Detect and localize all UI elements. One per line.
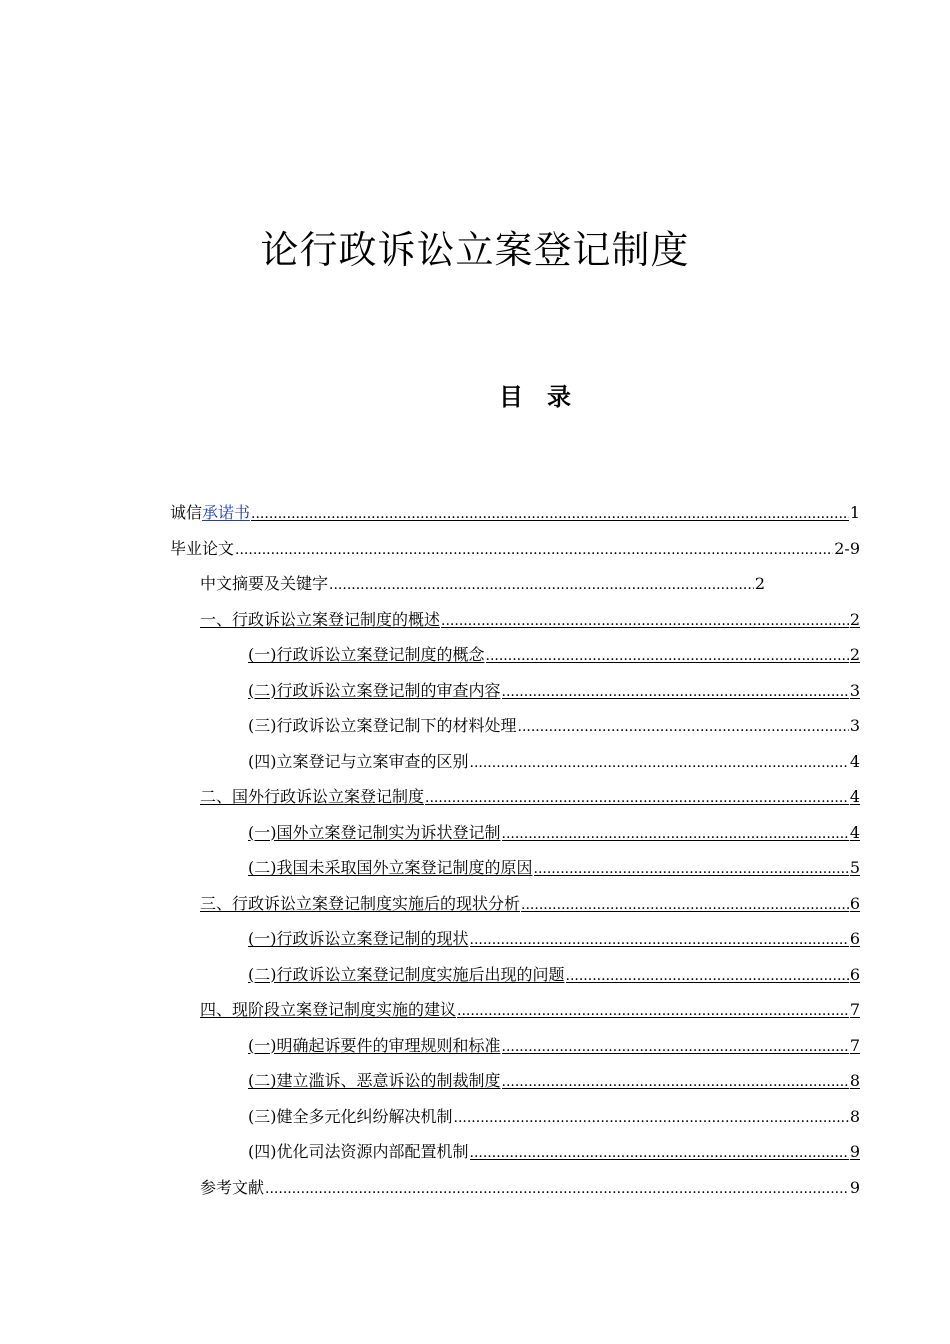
toc-page-number: 4 bbox=[849, 787, 860, 806]
toc-leader bbox=[502, 675, 849, 708]
toc-entry-label: 一、行政诉讼立案登记制度的概述 bbox=[200, 609, 441, 629]
toc-entry-section-4[interactable] bbox=[200, 993, 860, 1027]
toc-leader bbox=[502, 817, 849, 850]
toc-heading-char-2: 录 bbox=[547, 383, 571, 411]
toc-entry-section-1-1[interactable] bbox=[248, 638, 860, 672]
toc-page-number: 2 bbox=[754, 574, 765, 593]
toc-leader bbox=[534, 852, 849, 885]
toc-page-number: 5 bbox=[849, 858, 860, 877]
toc-leader bbox=[457, 994, 849, 1027]
toc-page-number: 9 bbox=[849, 1142, 860, 1161]
toc-page-number: 2 bbox=[849, 645, 860, 664]
toc-page-number: 2 bbox=[849, 609, 860, 629]
toc-entry-abstract[interactable] bbox=[200, 567, 765, 601]
toc-entry-label: (四)立案登记与立案审查的区别 bbox=[248, 751, 469, 771]
toc-entry-label: 三、行政诉讼立案登记制度实施后的现状分析 bbox=[200, 893, 521, 913]
toc-heading bbox=[0, 380, 950, 414]
toc-entry-label: (三)健全多元化纠纷解决机制 bbox=[248, 1106, 453, 1126]
toc-entry-label: (二)我国未采取国外立案登记制度的原因 bbox=[248, 858, 533, 877]
toc-leader bbox=[251, 497, 849, 530]
toc-leader bbox=[502, 1030, 849, 1063]
toc-page-number: 6 bbox=[849, 929, 860, 948]
toc-heading-char-1: 目 bbox=[499, 383, 523, 411]
toc-leader bbox=[502, 1065, 849, 1098]
toc-entry-section-4-3[interactable] bbox=[248, 1100, 860, 1134]
toc-leader bbox=[470, 923, 849, 956]
toc-leader bbox=[566, 959, 849, 992]
toc-entry-label: 诚信承诺书 bbox=[170, 503, 251, 522]
toc-leader bbox=[521, 888, 849, 921]
toc-entry-thesis[interactable] bbox=[170, 532, 860, 566]
toc-leader bbox=[441, 604, 849, 637]
toc-leader bbox=[454, 1101, 849, 1134]
toc-entry-label: 中文摘要及关键字 bbox=[200, 574, 329, 593]
toc-entry-section-1-3[interactable] bbox=[248, 709, 860, 743]
toc-entry-section-2[interactable] bbox=[200, 780, 860, 814]
toc-leader bbox=[425, 781, 849, 814]
commitment-link[interactable]: 承诺书 bbox=[202, 503, 251, 522]
toc-entry-section-4-1[interactable] bbox=[248, 1029, 860, 1063]
toc-page-number: 6 bbox=[849, 964, 860, 984]
toc-entry-label: (一)行政诉讼立案登记制的现状 bbox=[248, 929, 469, 948]
toc-page-number: 3 bbox=[849, 680, 860, 700]
toc-entry-section-2-1[interactable] bbox=[248, 816, 860, 850]
toc-entry-label: 毕业论文 bbox=[170, 538, 235, 558]
toc-page-number: 2-9 bbox=[834, 538, 860, 558]
toc-page-number: 1 bbox=[849, 503, 860, 522]
toc-entry-section-1-4[interactable] bbox=[248, 745, 860, 779]
toc-page-number: 9 bbox=[849, 1177, 860, 1197]
toc-entry-section-2-2[interactable] bbox=[248, 851, 860, 885]
toc-page-number: 7 bbox=[849, 1000, 860, 1019]
toc-page-number: 4 bbox=[849, 822, 860, 842]
toc-entry-section-3-2[interactable] bbox=[248, 958, 860, 992]
toc-entry-label: (一)明确起诉要件的审理规则和标准 bbox=[248, 1035, 501, 1055]
toc-page-number: 8 bbox=[849, 1071, 860, 1090]
toc-entry-label: (二)行政诉讼立案登记制的审查内容 bbox=[248, 680, 501, 700]
toc-entry-section-3-1[interactable] bbox=[248, 922, 860, 956]
toc-entry-references[interactable] bbox=[200, 1171, 860, 1205]
toc-entry-section-1[interactable] bbox=[200, 603, 860, 637]
toc-entry-label: (一)行政诉讼立案登记制度的概念 bbox=[248, 645, 485, 664]
toc-entry-label: (三)行政诉讼立案登记制下的材料处理 bbox=[248, 716, 517, 735]
toc-leader bbox=[265, 1172, 849, 1205]
toc-entry-section-4-4[interactable] bbox=[248, 1135, 860, 1169]
toc-entry-label: 二、国外行政诉讼立案登记制度 bbox=[200, 787, 425, 806]
toc-leader bbox=[518, 710, 849, 743]
toc-entry-label: 参考文献 bbox=[200, 1177, 265, 1197]
toc-entry-section-4-2[interactable] bbox=[248, 1064, 860, 1098]
toc-entry-label: (一)国外立案登记制实为诉状登记制 bbox=[248, 822, 501, 842]
toc-page-number: 8 bbox=[849, 1106, 860, 1126]
toc-page-number: 6 bbox=[849, 893, 860, 913]
toc-leader bbox=[470, 746, 849, 779]
toc-page-number: 3 bbox=[849, 716, 860, 735]
toc-entry-section-3[interactable] bbox=[200, 887, 860, 921]
toc-entry-label: 四、现阶段立案登记制度实施的建议 bbox=[200, 1000, 457, 1019]
toc-page-number: 7 bbox=[849, 1035, 860, 1055]
toc-entry-label: (二)行政诉讼立案登记制度实施后出现的问题 bbox=[248, 964, 565, 984]
toc-leader bbox=[470, 1136, 849, 1169]
toc-leader bbox=[329, 568, 754, 601]
toc-entry-label: (四)优化司法资源内部配置机制 bbox=[248, 1142, 469, 1161]
toc-entry-section-1-2[interactable] bbox=[248, 674, 860, 708]
toc-entry-commitment[interactable] bbox=[170, 496, 860, 530]
document-title: 论行政诉讼立案登记制度 bbox=[260, 228, 690, 272]
toc-entry-label: (二)建立滥诉、恶意诉讼的制裁制度 bbox=[248, 1071, 501, 1090]
toc-leader bbox=[235, 533, 833, 566]
toc-leader bbox=[486, 639, 849, 672]
toc-page-number: 4 bbox=[849, 751, 860, 771]
